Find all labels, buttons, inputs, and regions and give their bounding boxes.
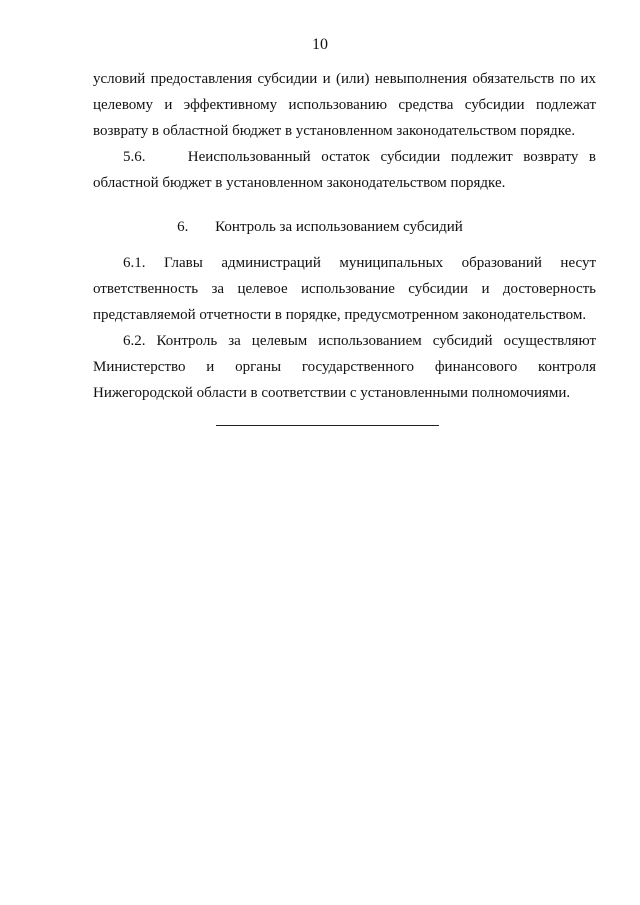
page-number: 10	[312, 36, 328, 53]
section-6-number: 6.	[177, 219, 189, 235]
paragraph-6-1-line-3: представляемой отчетности в порядке, предусмотренном законодательством.	[93, 307, 587, 323]
paragraph-5-6-text: Неиспользованный остаток субсидии подлежит возврату в областной бюджет в установленном законодательством порядке.	[93, 149, 596, 191]
paragraph-6-1-line-1-text: Главы администраций муниципальных образований несут	[164, 255, 596, 271]
paragraph-6-2-text: Контроль за целевым использованием субсидий осуществляют Министерство и органы государственного финансового контроля Нижегородской области в соответствии с установленными полномочиями.	[93, 333, 597, 401]
paragraph-5-6-number: 5.6.	[123, 149, 146, 165]
paragraph-6-1-number: 6.1.	[123, 255, 146, 271]
paragraph-6-1-block	[93, 250, 596, 328]
paragraph-6-1-line-2: ответственность за целевое использование субсидии и достоверность	[93, 281, 596, 297]
paragraph-6-2	[93, 328, 596, 406]
paragraph-5-6-block	[93, 144, 596, 196]
section-6-title: Контроль за использованием субсидий	[215, 219, 463, 235]
section-6-heading	[0, 217, 640, 237]
paragraph-6-2-number: 6.2.	[123, 333, 146, 349]
paragraph-6-1-line-1	[93, 250, 596, 276]
paragraph-6-2-block	[93, 328, 596, 406]
end-of-document-divider	[216, 425, 439, 426]
paragraph-continuation: условий предоставления субсидии и (или) невыполнения обязательств по их целевому и эффективному использованию средства субсидии подлежат возврату в областной бюджет в установленном законодательством порядке.	[93, 71, 596, 139]
paragraph-5-6	[93, 144, 596, 196]
paragraph-continuation-block	[93, 66, 596, 144]
